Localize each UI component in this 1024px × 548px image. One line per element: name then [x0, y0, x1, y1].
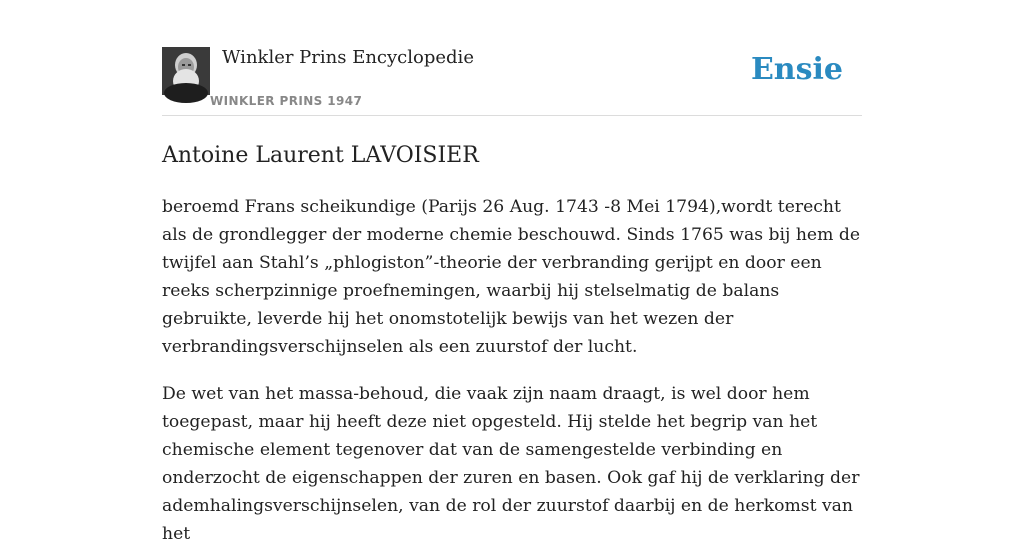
article-body — [162, 193, 862, 548]
site-title[interactable]: Winkler Prins Encyclopedie — [222, 47, 474, 68]
portrait-image — [162, 47, 210, 95]
site-subtitle[interactable]: WINKLER PRINS 1947 — [210, 94, 363, 108]
ensie-logo[interactable]: Ensie — [750, 52, 843, 87]
site-header — [162, 0, 862, 116]
article-title: Antoine Laurent LAVOISIER — [162, 143, 479, 168]
article-paragraph: beroemd Frans scheikundige (Parijs 26 Aug. 1743 -8 Mei 1794),wordt terecht als de grondlegger der moderne chemie beschouwd. Sinds 1765 was bij hem de twijfel aan Stahl’s „phlogiston”-theorie der verbranding gerijpt en door een reeks scherpzinnige proefnemingen, waarbij hij stelselmatig de balans gebruikte, leverde hij het onomstotelijk bewijs van het wezen der verbrandingsverschijnselen als een zuurstof der lucht. — [162, 197, 861, 357]
article-paragraph: De wet van het massa-behoud, die vaak zijn naam draagt, is wel door hem toegepast, maar hij heeft deze niet opgesteld. Hij stelde het begrip van het chemische element tegenover dat van de samengestelde verbinding en onderzocht de eigenschappen der zuren en basen. Ook gaf hij de verklaring der ademhalingsverschijnselen, van de rol der zuurstof daarbij en de herkomst van het — [162, 384, 860, 544]
article — [162, 116, 862, 548]
portrait-avatar-icon[interactable] — [162, 47, 210, 95]
page-container — [162, 0, 862, 548]
